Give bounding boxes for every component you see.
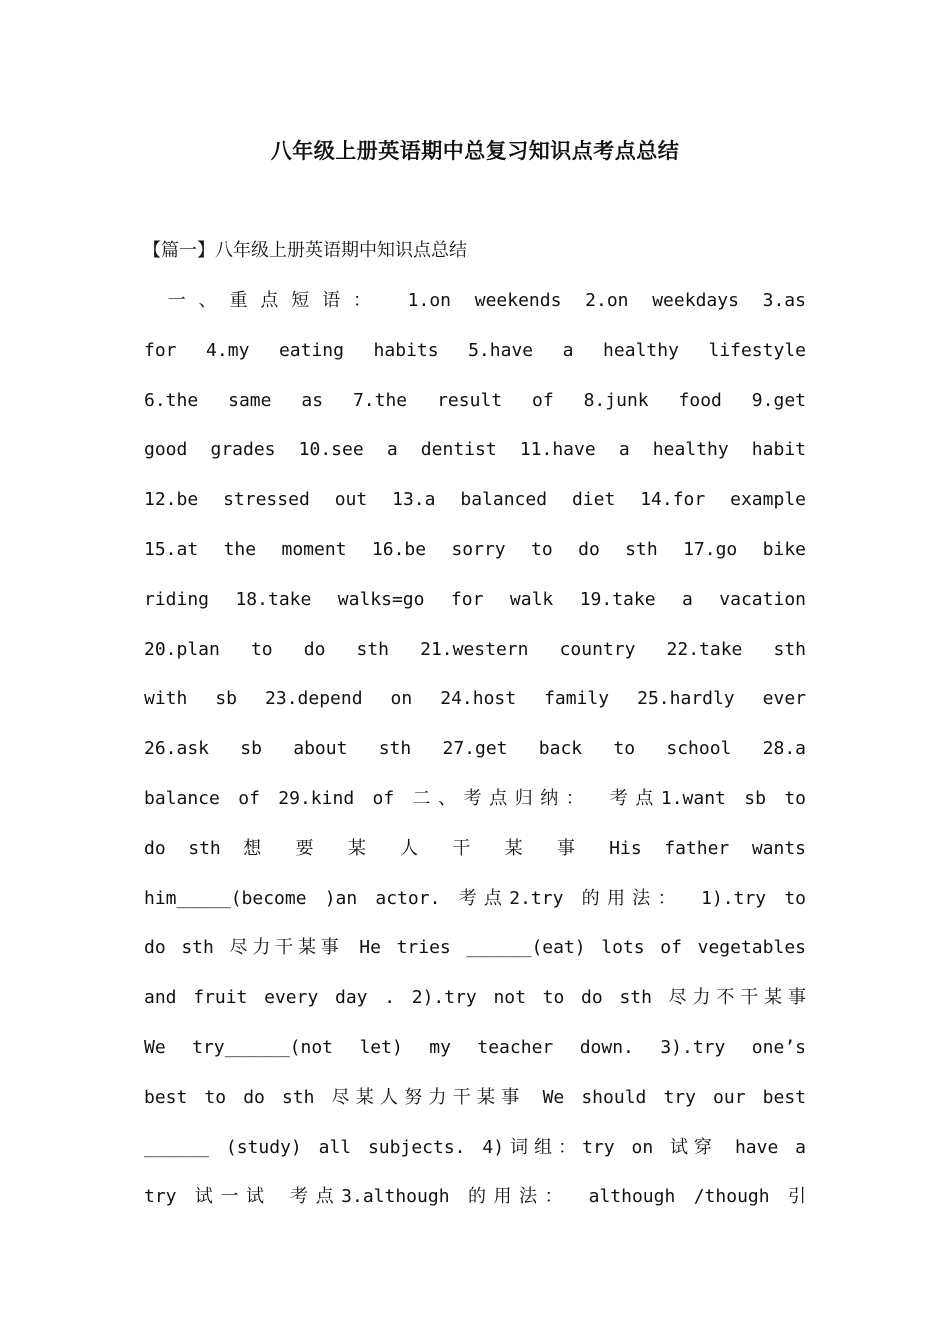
section-heading: 【篇一】八年级上册英语期中知识点总结 xyxy=(143,240,467,261)
text-line: try 试一试 考点3.although 的用法： although /though 引 xyxy=(144,1186,806,1208)
text-line: him_____(become )an actor. 考点2.try 的用法： 1).try to xyxy=(144,887,806,909)
text-line: do sth 想 要 某 人 干 某 事 His father wants xyxy=(144,837,806,859)
text-line: do sth 尽力干某事 He tries ______(eat) lots of vegetables xyxy=(144,937,806,959)
document-title: 八年级上册英语期中总复习知识点考点总结 xyxy=(270,139,680,163)
text-line: good grades 10.see a dentist 11.have a healthy habit xyxy=(144,439,806,461)
text-line: 20.plan to do sth 21.western country 22.take sth xyxy=(144,638,806,660)
text-line: 6.the same as 7.the result of 8.junk food 9.get xyxy=(144,389,806,411)
text-line: 12.be stressed out 13.a balanced diet 14.for example xyxy=(144,489,806,511)
body-text xyxy=(144,286,806,1232)
text-line: best to do sth 尽某人努力干某事 We should try our best xyxy=(144,1086,806,1108)
text-line: 一、重点短语： 1.on weekends 2.on weekdays 3.as xyxy=(144,290,806,311)
text-line: We try______(not let) my teacher down. 3).try one’s xyxy=(144,1036,806,1058)
text-line: and fruit every day . 2).try not to do sth 尽力不干某事 xyxy=(144,987,806,1009)
text-line: riding 18.take walks=go for walk 19.take a vacation xyxy=(144,588,806,610)
text-line: 15.at the moment 16.be sorry to do sth 17.go bike xyxy=(144,538,806,560)
text-line: balance of 29.kind of 二、考点归纳： 考点1.want sb to xyxy=(144,787,806,809)
text-line: with sb 23.depend on 24.host family 25.hardly ever xyxy=(144,688,806,710)
text-line: 26.ask sb about sth 27.get back to school 28.a xyxy=(144,738,806,760)
text-line: ______ (study) all subjects. 4)词组：try on 试穿 have a xyxy=(144,1136,806,1158)
text-line: for 4.my eating habits 5.have a healthy lifestyle xyxy=(144,339,806,361)
